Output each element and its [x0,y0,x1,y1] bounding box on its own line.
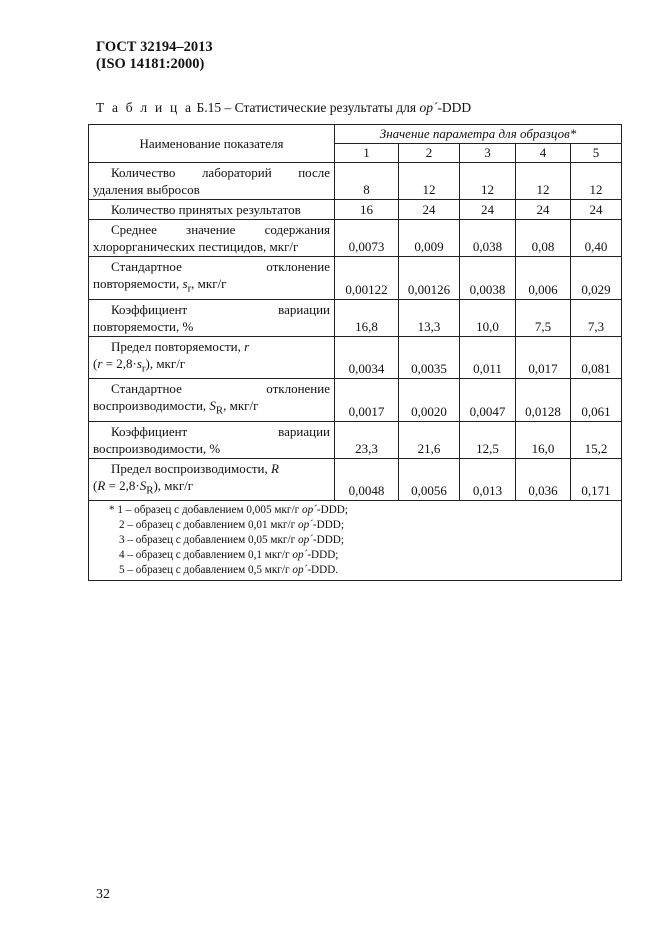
row-value: 0,081 [571,336,622,379]
row-value: 0,0056 [399,458,460,501]
table-caption [96,100,471,116]
table-header-row [89,125,622,144]
row-value: 0,0048 [335,458,399,501]
standard-number: ГОСТ 32194–2013 [96,39,213,55]
row-value: 0,017 [516,336,571,379]
statistics-table [88,124,622,581]
row-value: 0,013 [460,458,516,501]
footnote-line: 5 – образец с добавлением 0,5 мкг/г op´-DDD. [119,564,339,577]
caption-suffix: -DDD [437,100,472,115]
column-header-group: Значение параметра для образцов* [335,125,622,144]
table-row [89,220,622,257]
row-value: 0,0034 [335,336,399,379]
row-value: 0,036 [516,458,571,501]
caption-number: Б.15 [196,100,222,115]
row-label: Количество принятых результатов [89,200,335,220]
sample-header: 2 [399,144,460,163]
row-value: 23,3 [335,421,399,458]
row-value: 8 [335,163,399,200]
caption-prefix: Т а б л и ц а [96,100,194,115]
row-value: 7,5 [516,299,571,336]
table-row [89,257,622,300]
row-value: 12,5 [460,421,516,458]
sample-header: 4 [516,144,571,163]
footnote-line: 4 – образец с добавлением 0,1 мкг/г op´-DDD; [119,549,339,562]
row-value: 0,006 [516,257,571,300]
sample-header: 5 [571,144,622,163]
row-value: 0,038 [460,220,516,257]
row-label: Коэффициент вариации воспроизводимости, % [89,421,335,458]
row-value: 0,061 [571,379,622,422]
row-value: 7,3 [571,299,622,336]
row-value: 0,0020 [399,379,460,422]
row-value: 0,171 [571,458,622,501]
row-value: 0,00126 [399,257,460,300]
table-row [89,421,622,458]
row-value: 0,0047 [460,379,516,422]
column-header-name: Наименование показателя [89,125,335,163]
row-value: 0,0017 [335,379,399,422]
row-value: 0,0073 [335,220,399,257]
row-value: 24 [399,200,460,220]
row-label: Среднее значение содержания хлорорганических пестицидов, мкг/г [89,220,335,257]
row-value: 12 [399,163,460,200]
row-value: 12 [571,163,622,200]
row-value: 16,8 [335,299,399,336]
table-row [89,458,622,501]
row-value: 16 [335,200,399,220]
row-value: 0,0038 [460,257,516,300]
row-value: 24 [571,200,622,220]
row-label: Предел воспроизводимости, R $(R = 2,8\cdot S_R)$, мкг/г [89,458,335,501]
row-value: 0,0128 [516,379,571,422]
row-label: Коэффициент вариации повторяемости, % [89,299,335,336]
table-footnotes [89,501,622,581]
row-label: Стандартное отклонение воспроизводимости, $S_R$, мкг/г [89,379,335,422]
row-label: Количество лабораторий после удаления выбросов [89,163,335,200]
row-value: 16,0 [516,421,571,458]
row-value: 0,00122 [335,257,399,300]
sample-header: 3 [460,144,516,163]
row-value: 24 [516,200,571,220]
footnote-row [89,501,622,581]
row-value: 0,009 [399,220,460,257]
row-value: 13,3 [399,299,460,336]
row-value: 12 [460,163,516,200]
table-row [89,200,622,220]
table-row [89,163,622,200]
row-label: Стандартное отклонение повторяемости, $s_r$, мкг/г [89,257,335,300]
footnote-line: 3 – образец с добавлением 0,05 мкг/г op´-DDD; [119,534,344,547]
page-number: 32 [96,887,110,902]
footnote-line: * 1 – образец с добавлением 0,005 мкг/г op´-DDD; [109,504,348,517]
row-value: 15,2 [571,421,622,458]
caption-text: – Статистические результаты для [221,100,420,115]
row-value: 12 [516,163,571,200]
row-label: Предел повторяемости, r $(r = 2,8\cdot s_r)$, мкг/г [89,336,335,379]
sample-header: 1 [335,144,399,163]
row-value: 0,029 [571,257,622,300]
table-row [89,336,622,379]
row-value: 0,011 [460,336,516,379]
row-value: 0,0035 [399,336,460,379]
document-header [96,39,213,73]
footnote-line: 2 – образец с добавлением 0,01 мкг/г op´-DDD; [119,519,344,532]
row-value: 0,08 [516,220,571,257]
table-row [89,379,622,422]
row-value: 21,6 [399,421,460,458]
row-value: 0,40 [571,220,622,257]
caption-compound: op´ [419,100,438,115]
table-row [89,299,622,336]
row-value: 24 [460,200,516,220]
row-value: 10,0 [460,299,516,336]
iso-reference: (ISO 14181:2000) [96,56,205,72]
